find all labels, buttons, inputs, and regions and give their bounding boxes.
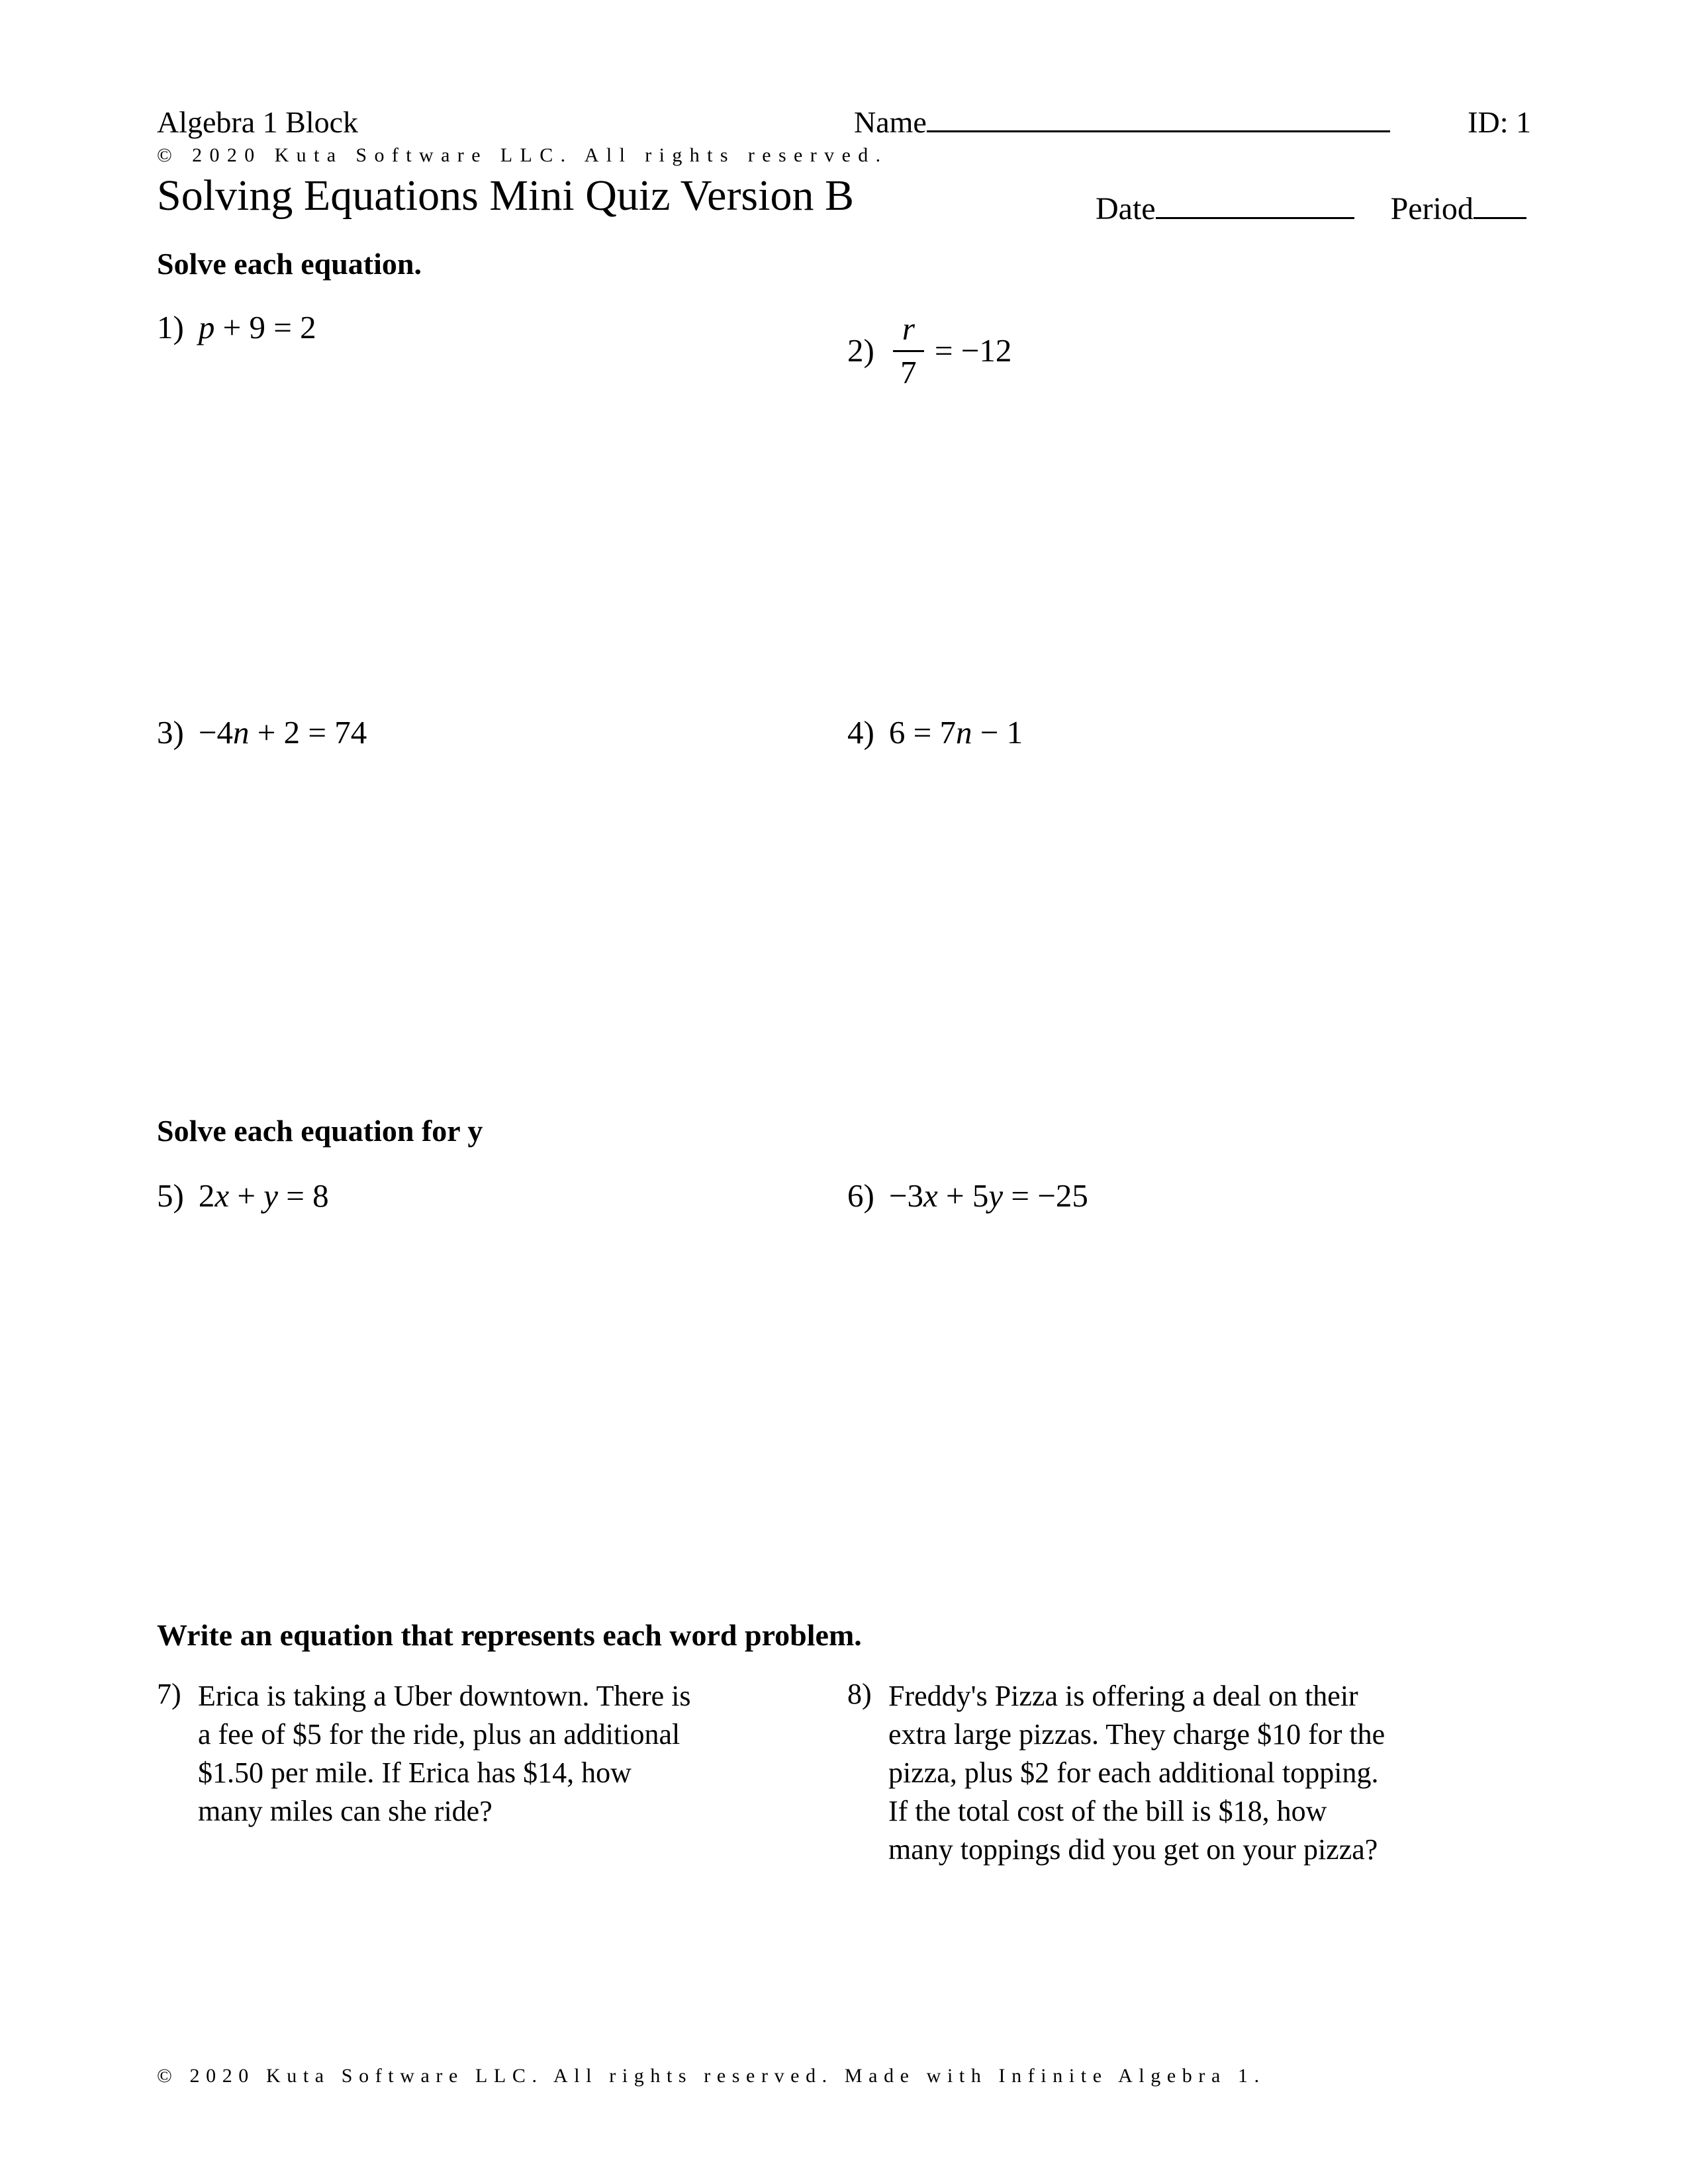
- fraction: [893, 310, 924, 391]
- problem-6-number: 6): [847, 1177, 874, 1214]
- problem-3: [157, 713, 367, 751]
- problem-7-line: many miles can she ride?: [198, 1795, 492, 1827]
- problem-6-equation: −3x + 5y = −25: [888, 1177, 1088, 1214]
- problem-4-equation: 6 = 7n − 1: [888, 714, 1023, 751]
- fraction-denominator: 7: [900, 354, 917, 390]
- problem-8-line: If the total cost of the bill is $18, how: [888, 1795, 1327, 1827]
- problem-5: [157, 1177, 329, 1214]
- problem-2-number: 2): [847, 332, 874, 369]
- problem-3-number: 3): [157, 714, 184, 751]
- problem-2-equation-rhs: = −12: [934, 332, 1012, 369]
- period-label: Period: [1390, 191, 1474, 226]
- name-blank: [927, 128, 1390, 132]
- problem-4-number: 4): [847, 714, 874, 751]
- problem-7-line: Erica is taking a Uber downtown. There is: [198, 1680, 691, 1712]
- problem-1-equation: p + 9 = 2: [198, 309, 316, 345]
- problem-8-text: [888, 1677, 1385, 1869]
- copyright-top: © 2020 Kuta Software LLC. All rights reserved.: [157, 144, 888, 166]
- problem-7-number: 7): [157, 1678, 181, 1710]
- problem-8-line: extra large pizzas. They charge $10 for the: [888, 1718, 1385, 1751]
- name-label: Name: [854, 105, 927, 139]
- id-label: ID: 1: [1468, 105, 1531, 139]
- fraction-numerator: r: [893, 310, 924, 352]
- date-blank: [1156, 214, 1354, 219]
- date-label: Date: [1096, 191, 1156, 226]
- page-title: Solving Equations Mini Quiz Version B: [157, 171, 854, 220]
- problem-7: [157, 1677, 691, 1831]
- section-heading-solve: Solve each equation.: [157, 247, 422, 281]
- section-heading-solve-for-y: Solve each equation for y: [157, 1114, 483, 1148]
- problem-6: [847, 1177, 1088, 1214]
- problem-5-equation: 2x + y = 8: [198, 1177, 329, 1214]
- course-title: Algebra 1 Block: [157, 105, 359, 139]
- problem-7-text: [198, 1677, 691, 1831]
- problem-8-line: Freddy's Pizza is offering a deal on their: [888, 1680, 1358, 1712]
- problem-4: [847, 713, 1023, 751]
- date-period-group: [1096, 191, 1526, 227]
- problem-8-number: 8): [847, 1678, 872, 1710]
- problem-1-number: 1): [157, 309, 184, 345]
- problem-7-line: $1.50 per mile. If Erica has $14, how: [198, 1756, 632, 1789]
- problem-8-line: pizza, plus $2 for each additional topping.: [888, 1756, 1379, 1789]
- problem-5-number: 5): [157, 1177, 184, 1214]
- footer-copyright: © 2020 Kuta Software LLC. All rights reserved. Made with Infinite Algebra 1.: [157, 2065, 1266, 2087]
- problem-3-equation: −4n + 2 = 74: [198, 714, 367, 751]
- problem-2: [847, 310, 1011, 391]
- period-blank: [1474, 214, 1526, 219]
- section-heading-word-problems: Write an equation that represents each word problem.: [157, 1618, 862, 1652]
- name-field-group: [854, 105, 1390, 140]
- problem-7-line: a fee of $5 for the ride, plus an additional: [198, 1718, 680, 1751]
- problem-8-line: many toppings did you get on your pizza?: [888, 1833, 1378, 1866]
- problem-8: [847, 1677, 1385, 1869]
- problem-1: [157, 308, 316, 346]
